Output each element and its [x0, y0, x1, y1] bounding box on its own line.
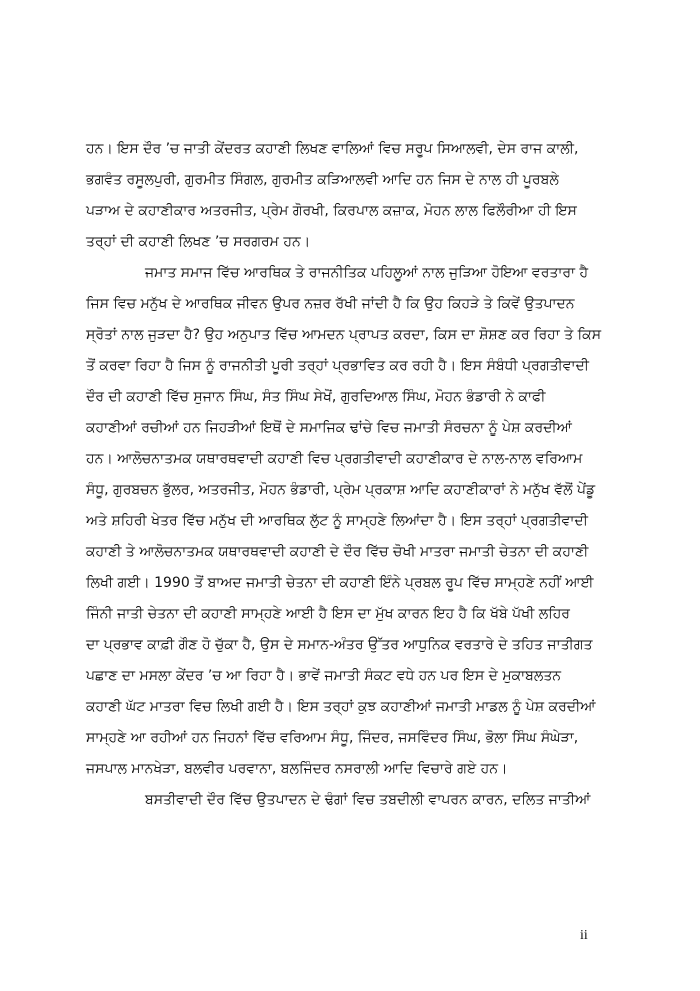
text-line: ਤੋਂ ਕਰਵਾ ਰਿਹਾ ਹੈ ਜਿਸ ਨੂੰ ਰਾਜਨੀਤੀ ਪੂਰੀ ਤਰ੍ਹਾਂ ਪ੍ਰਭਾਵਿਤ ਕਰ ਰਹੀ ਹੈ। ਇਸ ਸੰਬੰਧੀ ਪ੍ਰਗਤੀਵਾਦੀ: [86, 358, 589, 374]
text-line: ਕਹਾਣੀ ਤੇ ਆਲੋਚਨਾਤਮਕ ਯਥਾਰਥਵਾਦੀ ਕਹਾਣੀ ਦੇ ਦੌਰ ਵਿੱਚ ਚੋਖੀ ਮਾਤਰਾ ਜਮਾਤੀ ਚੇਤਨਾ ਦੀ ਕਹਾਣੀ: [86, 544, 589, 560]
text-line: ਜਸਪਾਲ ਮਾਨਖੇੜਾ, ਬਲਵੀਰ ਪਰਵਾਨਾ, ਬਲਜਿੰਦਰ ਨਸਰਾਲੀ ਆਦਿ ਵਿਚਾਰੇ ਗਏ ਹਨ।: [86, 761, 508, 777]
text-line: ਸੰਧੂ, ਗੁਰਬਚਨ ਭੁੱਲਰ, ਅਤਰਜੀਤ, ਮੋਹਨ ਭੰਡਾਰੀ, ਪ੍ਰੇਮ ਪ੍ਰਕਾਸ਼ ਆਦਿ ਕਹਾਣੀਕਾਰਾਂ ਨੇ ਮਨੁੱਖ ਵੱਲੋਂ ਪੇਂਡੂ: [86, 482, 596, 498]
text-line: ਕਹਾਣੀਆਂ ਰਚੀਆਂ ਹਨ ਜਿਹੜੀਆਂ ਇਥੋਂ ਦੇ ਸਮਾਜਿਕ ਢਾਂਚੇ ਵਿਚ ਜਮਾਤੀ ਸੰਰਚਨਾ ਨੂੰ ਪੇਸ਼ ਕਰਦੀਆਂ: [86, 420, 572, 436]
text-line: ਜਮਾਤ ਸਮਾਜ ਵਿੱਚ ਆਰਥਿਕ ਤੇ ਰਾਜਨੀਤਿਕ ਪਹਿਲੂਆਂ ਨਾਲ ਜੁੜਿਆ ਹੋਇਆ ਵਰਤਾਰਾ ਹੈ: [145, 265, 589, 281]
text-line: ਅਤੇ ਸ਼ਹਿਰੀ ਖੇਤਰ ਵਿੱਚ ਮਨੁੱਖ ਦੀ ਆਰਥਿਕ ਲੁੱਟ ਨੂੰ ਸਾਮ੍ਹਣੇ ਲਿਆਂਦਾ ਹੈ। ਇਸ ਤਰ੍ਹਾਂ ਪ੍ਰਗਤੀਵਾਦੀ: [86, 513, 588, 529]
text-line: ਪੜਾਅ ਦੇ ਕਹਾਣੀਕਾਰ ਅਤਰਜੀਤ, ਪ੍ਰੇਮ ਗੋਰਖੀ, ਕਿਰਪਾਲ ਕਜ਼ਾਕ, ਮੋਹਨ ਲਾਲ ਫਿਲੌਰੀਆ ਹੀ ਇਸ: [86, 203, 577, 219]
text-line: ਕਹਾਣੀ ਘੱਟ ਮਾਤਰਾ ਵਿਚ ਲਿਖੀ ਗਈ ਹੈ। ਇਸ ਤਰ੍ਹਾਂ ਕੁਝ ਕਹਾਣੀਆਂ ਜਮਾਤੀ ਮਾਡਲ ਨੂੰ ਪੇਸ਼ ਕਰਦੀਆਂ: [86, 699, 596, 715]
text-line: ਲਿਖੀ ਗਈ। 1990 ਤੋਂ ਬਾਅਦ ਜਮਾਤੀ ਚੇਤਨਾ ਦੀ ਕਹਾਣੀ ਇੰਨੇ ਪ੍ਰਬਲ ਰੂਪ ਵਿੱਚ ਸਾਮ੍ਹਣੇ ਨਹੀਂ ਆਈ: [86, 575, 594, 591]
text-line: ਹਨ। ਇਸ ਦੌਰ ’ਚ ਜਾਤੀ ਕੇਂਦਰਤ ਕਹਾਣੀ ਲਿਖਣ ਵਾਲਿਆਂ ਵਿਚ ਸਰੂਪ ਸਿਆਲਵੀ, ਦੇਸ ਰਾਜ ਕਾਲੀ,: [86, 141, 579, 157]
text-line: ਸਾਮ੍ਹਣੇ ਆ ਰਹੀਆਂ ਹਨ ਜਿਹਨਾਂ ਵਿੱਚ ਵਰਿਆਮ ਸੰਧੂ, ਜਿੰਦਰ, ਜਸਵਿੰਦਰ ਸਿੰਘ, ਭੋਲਾ ਸਿੰਘ ਸੰਘੇੜਾ,: [86, 730, 579, 746]
text-line: ਪਛਾਣ ਦਾ ਮਸਲਾ ਕੇਂਦਰ ’ਚ ਆ ਰਿਹਾ ਹੈ। ਭਾਵੇਂ ਜਮਾਤੀ ਸੰਕਟ ਵਧੇ ਹਨ ਪਰ ਇਸ ਦੇ ਮੁਕਾਬਲਤਨ: [86, 668, 562, 684]
text-line: ਤਰ੍ਹਾਂ ਦੀ ਕਹਾਣੀ ਲਿਖਣ ’ਚ ਸਰਗਰਮ ਹਨ।: [86, 234, 311, 250]
text-line: ਹਨ। ਆਲੋਚਨਾਤਮਕ ਯਥਾਰਥਵਾਦੀ ਕਹਾਣੀ ਵਿਚ ਪ੍ਰਗਤੀਵਾਦੀ ਕਹਾਣੀਕਾਰ ਦੇ ਨਾਲ-ਨਾਲ ਵਰਿਆਮ: [86, 451, 583, 467]
text-line: ਸ੍ਰੋਤਾਂ ਨਾਲ ਜੁੜਦਾ ਹੈ? ਉਹ ਅਨੁਪਾਤ ਵਿੱਚ ਆਮਦਨ ਪ੍ਰਾਪਤ ਕਰਦਾ, ਕਿਸ ਦਾ ਸ਼ੋਸ਼ਣ ਕਰ ਰਿਹਾ ਤੇ ਕਿਸ: [86, 327, 602, 343]
text-line: ਦੌਰ ਦੀ ਕਹਾਣੀ ਵਿੱਚ ਸੁਜਾਨ ਸਿੰਘ, ਸੰਤ ਸਿੰਘ ਸੇਖੋਂ, ਗੁਰਦਿਆਲ ਸਿੰਘ, ਮੋਹਨ ਭੰਡਾਰੀ ਨੇ ਕਾਫੀ: [86, 389, 546, 405]
page-number: ii: [580, 928, 588, 943]
text-line: ਭਗਵੰਤ ਰਸੂਲਪੁਰੀ, ਗੁਰਮੀਤ ਸਿੰਗਲ, ਗੁਰਮੀਤ ਕੜਿਆਲਵੀ ਆਦਿ ਹਨ ਜਿਸ ਦੇ ਨਾਲ ਹੀ ਪੂਰਬਲੇ: [86, 172, 559, 188]
text-line: ਬਸਤੀਵਾਦੀ ਦੌਰ ਵਿੱਚ ਉਤਪਾਦਨ ਦੇ ਢੰਗਾਂ ਵਿਚ ਤਬਦੀਲੀ ਵਾਪਰਨ ਕਾਰਨ, ਦਲਿਤ ਜਾਤੀਆਂ: [145, 792, 591, 808]
text-line: ਜਿੰਨੀ ਜਾਤੀ ਚੇਤਨਾ ਦੀ ਕਹਾਣੀ ਸਾਮ੍ਹਣੇ ਆਈ ਹੈ ਇਸ ਦਾ ਮੁੱਖ ਕਾਰਨ ਇਹ ਹੈ ਕਿ ਖੱਬੇ ਪੱਖੀ ਲਹਿਰ: [86, 606, 570, 622]
body-text: [86, 134, 626, 816]
text-line: ਜਿਸ ਵਿਚ ਮਨੁੱਖ ਦੇ ਆਰਥਿਕ ਜੀਵਨ ਉਪਰ ਨਜ਼ਰ ਰੱਖੀ ਜਾਂਦੀ ਹੈ ਕਿ ਉਹ ਕਿਹੜੇ ਤੇ ਕਿਵੇਂ ਉਤਪਾਦਨ: [86, 296, 575, 312]
text-line: ਦਾ ਪ੍ਰਭਾਵ ਕਾਫ਼ੀ ਗੌਣ ਹੋ ਚੁੱਕਾ ਹੈ, ਉਸ ਦੇ ਸਮਾਨ-ਅੰਤਰ ਉੱਤਰ ਆਧੁਨਿਕ ਵਰਤਾਰੇ ਦੇ ਤਹਿਤ ਜਾਤੀਗਤ: [86, 637, 593, 653]
